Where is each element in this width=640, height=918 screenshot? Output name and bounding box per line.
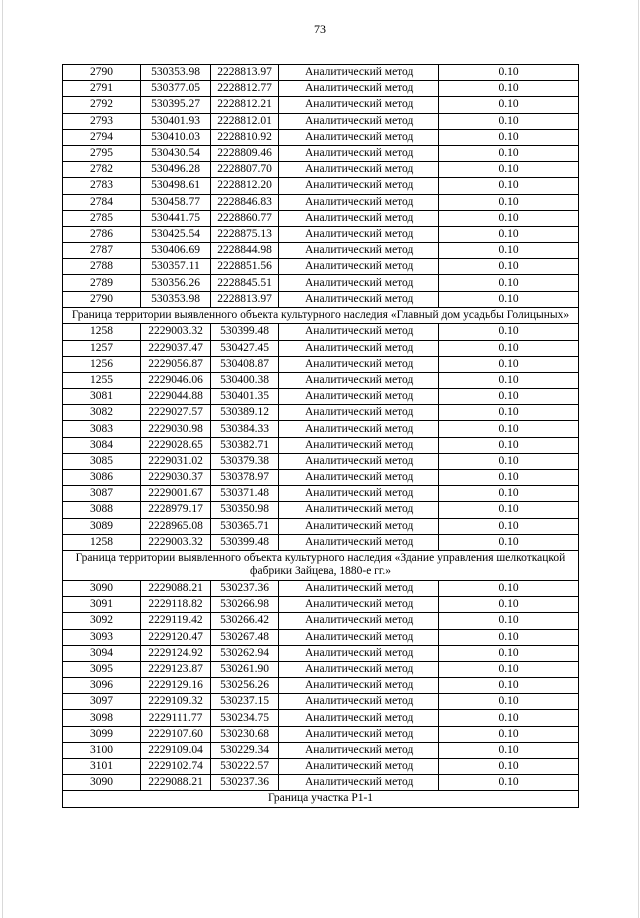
cell-accuracy: 0.10 xyxy=(439,389,579,405)
section-row xyxy=(63,307,579,324)
cell-accuracy: 0.10 xyxy=(439,613,579,629)
cell-point-number: 2784 xyxy=(63,194,141,210)
cell-coordinate-x: 2229120.47 xyxy=(141,629,211,645)
cell-point-number: 3090 xyxy=(63,580,141,596)
cell-coordinate-y: 530382.71 xyxy=(211,437,279,453)
section-title: Граница территории выявленного объекта культурного наследия «Здание управления шелкоткацкой фабрики Зайцева, 1880-е гг.» xyxy=(63,550,579,580)
cell-accuracy: 0.10 xyxy=(439,534,579,550)
cell-coordinate-x: 530410.03 xyxy=(141,129,211,145)
cell-method: Аналитический метод xyxy=(279,389,439,405)
cell-coordinate-y: 530408.87 xyxy=(211,356,279,372)
cell-coordinate-x: 2229003.32 xyxy=(141,534,211,550)
cell-coordinate-x: 2229088.21 xyxy=(141,775,211,791)
cell-coordinate-x: 2229030.98 xyxy=(141,421,211,437)
cell-coordinate-x: 2229129.16 xyxy=(141,678,211,694)
cell-point-number: 3093 xyxy=(63,629,141,645)
table-section-2 xyxy=(63,307,579,324)
cell-coordinate-y: 2228875.13 xyxy=(211,226,279,242)
cell-point-number: 2790 xyxy=(63,65,141,81)
cell-method: Аналитический метод xyxy=(279,613,439,629)
cell-accuracy: 0.10 xyxy=(439,194,579,210)
cell-accuracy: 0.10 xyxy=(439,65,579,81)
cell-method: Аналитический метод xyxy=(279,759,439,775)
cell-method: Аналитический метод xyxy=(279,629,439,645)
cell-method: Аналитический метод xyxy=(279,726,439,742)
cell-coordinate-y: 2228812.77 xyxy=(211,81,279,97)
section-row xyxy=(63,550,579,580)
table-row xyxy=(63,437,579,453)
cell-accuracy: 0.10 xyxy=(439,259,579,275)
cell-method: Аналитический метод xyxy=(279,645,439,661)
table-row xyxy=(63,259,579,275)
cell-coordinate-y: 530389.12 xyxy=(211,405,279,421)
cell-point-number: 3087 xyxy=(63,486,141,502)
cell-coordinate-y: 530234.75 xyxy=(211,710,279,726)
cell-accuracy: 0.10 xyxy=(439,291,579,307)
cell-coordinate-y: 2228812.20 xyxy=(211,178,279,194)
cell-point-number: 3089 xyxy=(63,518,141,534)
cell-point-number: 2790 xyxy=(63,291,141,307)
cell-point-number: 2794 xyxy=(63,129,141,145)
cell-method: Аналитический метод xyxy=(279,421,439,437)
cell-point-number: 3098 xyxy=(63,710,141,726)
cell-coordinate-x: 2229056.87 xyxy=(141,356,211,372)
cell-point-number: 3096 xyxy=(63,678,141,694)
cell-coordinate-y: 2228844.98 xyxy=(211,243,279,259)
cell-coordinate-x: 2229001.67 xyxy=(141,486,211,502)
cell-coordinate-y: 530230.68 xyxy=(211,726,279,742)
cell-coordinate-y: 530261.90 xyxy=(211,661,279,677)
section-title: Граница участка Р1-1 xyxy=(63,791,579,808)
cell-method: Аналитический метод xyxy=(279,210,439,226)
cell-accuracy: 0.10 xyxy=(439,726,579,742)
table-group-3 xyxy=(63,580,579,790)
cell-coordinate-x: 530498.61 xyxy=(141,178,211,194)
cell-accuracy: 0.10 xyxy=(439,470,579,486)
cell-coordinate-y: 530266.98 xyxy=(211,597,279,613)
cell-method: Аналитический метод xyxy=(279,437,439,453)
cell-point-number: 1255 xyxy=(63,372,141,388)
cell-coordinate-y: 2228813.97 xyxy=(211,291,279,307)
cell-coordinate-x: 2229027.57 xyxy=(141,405,211,421)
section-row xyxy=(63,791,579,808)
cell-coordinate-x: 2229031.02 xyxy=(141,453,211,469)
cell-coordinate-y: 2228812.01 xyxy=(211,113,279,129)
cell-coordinate-x: 2228965.08 xyxy=(141,518,211,534)
cell-coordinate-y: 530400.38 xyxy=(211,372,279,388)
table-row xyxy=(63,694,579,710)
cell-accuracy: 0.10 xyxy=(439,629,579,645)
table-row xyxy=(63,97,579,113)
cell-coordinate-y: 2228810.92 xyxy=(211,129,279,145)
table-row xyxy=(63,597,579,613)
table-row xyxy=(63,534,579,550)
cell-coordinate-y: 530237.36 xyxy=(211,580,279,596)
cell-method: Аналитический метод xyxy=(279,194,439,210)
cell-method: Аналитический метод xyxy=(279,129,439,145)
cell-accuracy: 0.10 xyxy=(439,340,579,356)
cell-point-number: 2782 xyxy=(63,162,141,178)
cell-coordinate-y: 530262.94 xyxy=(211,645,279,661)
cell-point-number: 3099 xyxy=(63,726,141,742)
cell-accuracy: 0.10 xyxy=(439,97,579,113)
table-row xyxy=(63,710,579,726)
cell-accuracy: 0.10 xyxy=(439,129,579,145)
cell-coordinate-y: 2228813.97 xyxy=(211,65,279,81)
cell-point-number: 2791 xyxy=(63,81,141,97)
cell-accuracy: 0.10 xyxy=(439,372,579,388)
table-row xyxy=(63,389,579,405)
cell-accuracy: 0.10 xyxy=(439,645,579,661)
cell-method: Аналитический метод xyxy=(279,534,439,550)
cell-method: Аналитический метод xyxy=(279,742,439,758)
cell-point-number: 3097 xyxy=(63,694,141,710)
cell-coordinate-y: 2228807.70 xyxy=(211,162,279,178)
cell-coordinate-x: 530357.11 xyxy=(141,259,211,275)
cell-coordinate-x: 2229044.88 xyxy=(141,389,211,405)
cell-point-number: 3082 xyxy=(63,405,141,421)
table-row xyxy=(63,243,579,259)
table-row xyxy=(63,470,579,486)
cell-coordinate-x: 2229030.37 xyxy=(141,470,211,486)
cell-point-number: 2793 xyxy=(63,113,141,129)
table-row xyxy=(63,129,579,145)
cell-coordinate-x: 530353.98 xyxy=(141,291,211,307)
table-row xyxy=(63,162,579,178)
cell-method: Аналитический метод xyxy=(279,580,439,596)
cell-method: Аналитический метод xyxy=(279,775,439,791)
table-row xyxy=(63,210,579,226)
cell-accuracy: 0.10 xyxy=(439,742,579,758)
cell-method: Аналитический метод xyxy=(279,694,439,710)
cell-coordinate-y: 530266.42 xyxy=(211,613,279,629)
table-row xyxy=(63,226,579,242)
table-row xyxy=(63,291,579,307)
cell-coordinate-x: 530430.54 xyxy=(141,145,211,161)
cell-point-number: 3100 xyxy=(63,742,141,758)
cell-method: Аналитический метод xyxy=(279,661,439,677)
scan-edge-right xyxy=(638,0,639,918)
cell-method: Аналитический метод xyxy=(279,145,439,161)
cell-coordinate-y: 2228809.46 xyxy=(211,145,279,161)
cell-coordinate-x: 2229119.42 xyxy=(141,613,211,629)
table-row xyxy=(63,145,579,161)
cell-coordinate-y: 530379.38 xyxy=(211,453,279,469)
cell-coordinate-x: 530406.69 xyxy=(141,243,211,259)
cell-point-number: 3083 xyxy=(63,421,141,437)
cell-method: Аналитический метод xyxy=(279,324,439,340)
table-group-1 xyxy=(63,65,579,308)
table-row xyxy=(63,372,579,388)
cell-coordinate-y: 2228846.83 xyxy=(211,194,279,210)
cell-coordinate-y: 2228860.77 xyxy=(211,210,279,226)
cell-coordinate-y: 2228812.21 xyxy=(211,97,279,113)
cell-method: Аналитический метод xyxy=(279,470,439,486)
table-row xyxy=(63,275,579,291)
cell-point-number: 2785 xyxy=(63,210,141,226)
table-row xyxy=(63,502,579,518)
cell-point-number: 1258 xyxy=(63,534,141,550)
table-row xyxy=(63,486,579,502)
cell-point-number: 3090 xyxy=(63,775,141,791)
cell-method: Аналитический метод xyxy=(279,340,439,356)
cell-coordinate-x: 530377.05 xyxy=(141,81,211,97)
cell-accuracy: 0.10 xyxy=(439,226,579,242)
cell-coordinate-x: 2229124.92 xyxy=(141,645,211,661)
cell-accuracy: 0.10 xyxy=(439,661,579,677)
cell-point-number: 3088 xyxy=(63,502,141,518)
page-number: 73 xyxy=(314,22,326,36)
cell-coordinate-x: 2229088.21 xyxy=(141,580,211,596)
table-row xyxy=(63,775,579,791)
table-row xyxy=(63,759,579,775)
cell-coordinate-x: 530395.27 xyxy=(141,97,211,113)
cell-point-number: 2787 xyxy=(63,243,141,259)
table-row xyxy=(63,113,579,129)
table-row xyxy=(63,324,579,340)
cell-method: Аналитический метод xyxy=(279,710,439,726)
cell-coordinate-y: 530365.71 xyxy=(211,518,279,534)
table-row xyxy=(63,340,579,356)
cell-accuracy: 0.10 xyxy=(439,437,579,453)
cell-point-number: 3091 xyxy=(63,597,141,613)
cell-coordinate-x: 530356.26 xyxy=(141,275,211,291)
cell-coordinate-x: 2229118.82 xyxy=(141,597,211,613)
cell-accuracy: 0.10 xyxy=(439,113,579,129)
table-row xyxy=(63,742,579,758)
cell-accuracy: 0.10 xyxy=(439,678,579,694)
table-row xyxy=(63,453,579,469)
cell-method: Аналитический метод xyxy=(279,356,439,372)
cell-point-number: 1257 xyxy=(63,340,141,356)
cell-point-number: 3085 xyxy=(63,453,141,469)
cell-coordinate-y: 530378.97 xyxy=(211,470,279,486)
cell-method: Аналитический метод xyxy=(279,275,439,291)
cell-coordinate-x: 2228979.17 xyxy=(141,502,211,518)
cell-accuracy: 0.10 xyxy=(439,710,579,726)
table-row xyxy=(63,726,579,742)
cell-method: Аналитический метод xyxy=(279,291,439,307)
cell-coordinate-y: 530267.48 xyxy=(211,629,279,645)
cell-coordinate-y: 530237.36 xyxy=(211,775,279,791)
cell-point-number: 3095 xyxy=(63,661,141,677)
cell-coordinate-x: 530425.54 xyxy=(141,226,211,242)
cell-coordinate-y: 530229.34 xyxy=(211,742,279,758)
cell-coordinate-x: 530496.28 xyxy=(141,162,211,178)
cell-accuracy: 0.10 xyxy=(439,453,579,469)
table-row xyxy=(63,405,579,421)
cell-method: Аналитический метод xyxy=(279,259,439,275)
cell-point-number: 1256 xyxy=(63,356,141,372)
cell-accuracy: 0.10 xyxy=(439,694,579,710)
cell-method: Аналитический метод xyxy=(279,502,439,518)
cell-method: Аналитический метод xyxy=(279,372,439,388)
cell-coordinate-y: 530399.48 xyxy=(211,534,279,550)
cell-coordinate-y: 530384.33 xyxy=(211,421,279,437)
cell-coordinate-x: 530458.77 xyxy=(141,194,211,210)
cell-coordinate-x: 530401.93 xyxy=(141,113,211,129)
cell-coordinate-x: 2229046.06 xyxy=(141,372,211,388)
cell-accuracy: 0.10 xyxy=(439,324,579,340)
cell-coordinate-x: 530441.75 xyxy=(141,210,211,226)
cell-coordinate-y: 530222.57 xyxy=(211,759,279,775)
cell-coordinate-x: 2229028.65 xyxy=(141,437,211,453)
cell-accuracy: 0.10 xyxy=(439,421,579,437)
table-row xyxy=(63,65,579,81)
cell-method: Аналитический метод xyxy=(279,678,439,694)
cell-coordinate-x: 2229037.47 xyxy=(141,340,211,356)
cell-point-number: 2786 xyxy=(63,226,141,242)
cell-method: Аналитический метод xyxy=(279,97,439,113)
table-row xyxy=(63,178,579,194)
cell-method: Аналитический метод xyxy=(279,226,439,242)
cell-coordinate-x: 2229123.87 xyxy=(141,661,211,677)
cell-coordinate-y: 530399.48 xyxy=(211,324,279,340)
cell-coordinate-y: 530371.48 xyxy=(211,486,279,502)
table-section-4 xyxy=(63,791,579,808)
cell-point-number: 2792 xyxy=(63,97,141,113)
coordinates-table xyxy=(62,64,579,808)
cell-method: Аналитический метод xyxy=(279,405,439,421)
cell-coordinate-x: 2229109.04 xyxy=(141,742,211,758)
cell-coordinate-x: 2229109.32 xyxy=(141,694,211,710)
table-row xyxy=(63,518,579,534)
cell-point-number: 2789 xyxy=(63,275,141,291)
cell-accuracy: 0.10 xyxy=(439,775,579,791)
cell-coordinate-x: 2229003.32 xyxy=(141,324,211,340)
cell-accuracy: 0.10 xyxy=(439,178,579,194)
cell-accuracy: 0.10 xyxy=(439,405,579,421)
cell-method: Аналитический метод xyxy=(279,518,439,534)
cell-coordinate-y: 530350.98 xyxy=(211,502,279,518)
table-row xyxy=(63,194,579,210)
table-row xyxy=(63,421,579,437)
cell-coordinate-y: 2228845.51 xyxy=(211,275,279,291)
table-row xyxy=(63,613,579,629)
table-row xyxy=(63,580,579,596)
table-row xyxy=(63,81,579,97)
cell-point-number: 3101 xyxy=(63,759,141,775)
cell-method: Аналитический метод xyxy=(279,243,439,259)
cell-point-number: 3092 xyxy=(63,613,141,629)
cell-method: Аналитический метод xyxy=(279,178,439,194)
cell-method: Аналитический метод xyxy=(279,65,439,81)
cell-coordinate-y: 530401.35 xyxy=(211,389,279,405)
cell-coordinate-y: 2228851.56 xyxy=(211,259,279,275)
cell-coordinate-x: 530353.98 xyxy=(141,65,211,81)
table-row xyxy=(63,645,579,661)
table-row xyxy=(63,661,579,677)
cell-method: Аналитический метод xyxy=(279,597,439,613)
table-section-3 xyxy=(63,550,579,580)
cell-accuracy: 0.10 xyxy=(439,580,579,596)
table-row xyxy=(63,629,579,645)
table-row xyxy=(63,356,579,372)
cell-method: Аналитический метод xyxy=(279,486,439,502)
cell-point-number: 1258 xyxy=(63,324,141,340)
cell-accuracy: 0.10 xyxy=(439,486,579,502)
cell-accuracy: 0.10 xyxy=(439,275,579,291)
cell-accuracy: 0.10 xyxy=(439,81,579,97)
cell-point-number: 3084 xyxy=(63,437,141,453)
cell-coordinate-x: 2229111.77 xyxy=(141,710,211,726)
cell-method: Аналитический метод xyxy=(279,113,439,129)
cell-accuracy: 0.10 xyxy=(439,243,579,259)
cell-point-number: 3086 xyxy=(63,470,141,486)
cell-accuracy: 0.10 xyxy=(439,759,579,775)
cell-accuracy: 0.10 xyxy=(439,145,579,161)
cell-method: Аналитический метод xyxy=(279,81,439,97)
cell-point-number: 2788 xyxy=(63,259,141,275)
cell-point-number: 3081 xyxy=(63,389,141,405)
cell-point-number: 3094 xyxy=(63,645,141,661)
cell-accuracy: 0.10 xyxy=(439,356,579,372)
table-row xyxy=(63,678,579,694)
cell-coordinate-y: 530427.45 xyxy=(211,340,279,356)
cell-coordinate-y: 530256.26 xyxy=(211,678,279,694)
cell-accuracy: 0.10 xyxy=(439,597,579,613)
cell-accuracy: 0.10 xyxy=(439,162,579,178)
cell-coordinate-x: 2229102.74 xyxy=(141,759,211,775)
cell-accuracy: 0.10 xyxy=(439,502,579,518)
table-group-2 xyxy=(63,324,579,551)
cell-point-number: 2795 xyxy=(63,145,141,161)
cell-accuracy: 0.10 xyxy=(439,210,579,226)
scan-edge-left xyxy=(2,0,3,918)
cell-coordinate-y: 530237.15 xyxy=(211,694,279,710)
cell-coordinate-x: 2229107.60 xyxy=(141,726,211,742)
cell-point-number: 2783 xyxy=(63,178,141,194)
section-title: Граница территории выявленного объекта культурного наследия «Главный дом усадьбы Голицыных» xyxy=(63,307,579,324)
cell-accuracy: 0.10 xyxy=(439,518,579,534)
cell-method: Аналитический метод xyxy=(279,453,439,469)
cell-method: Аналитический метод xyxy=(279,162,439,178)
